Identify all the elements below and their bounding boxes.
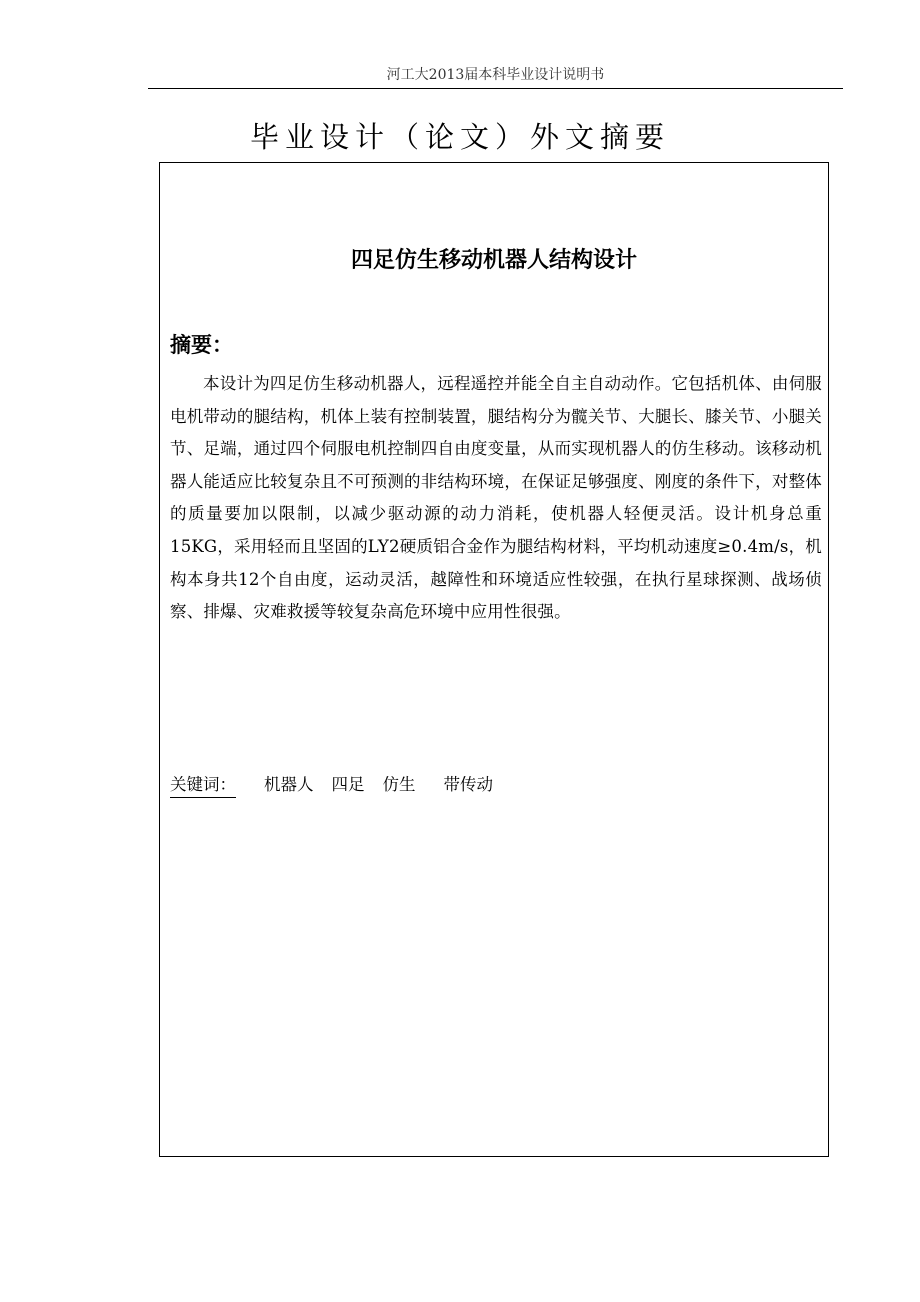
keyword-item: 四足 <box>331 775 365 794</box>
abstract-heading: 摘要： <box>170 333 233 357</box>
paper-title: 四足仿生移动机器人结构设计 <box>350 248 637 273</box>
keyword-item: 带传动 <box>443 775 493 794</box>
keywords-label: 关键词： <box>170 773 236 798</box>
keyword-item: 机器人 <box>264 775 314 794</box>
document-title: 毕业设计（论文）外文摘要 <box>249 120 670 154</box>
keyword-item: 仿生 <box>382 775 416 794</box>
running-header: 河工大2013届本科毕业设计说明书 <box>386 67 605 83</box>
header-rule <box>148 88 843 89</box>
keywords-row <box>170 771 511 799</box>
abstract-body: 本设计为四足仿生移动机器人，远程遥控并能全自主自动动作。它包括机体、由伺服电机带动的腿结构，机体上装有控制装置，腿结构分为髋关节、大腿长、膝关节、小腿关节、足端，通过四个伺服电机控制四自由度变量，从而实现机器人的仿生移动。该移动机器人能适应比较复杂且不可预测的非结构环境，在保证足够强度、刚度的条件下，对整体的质量要加以限制，以减少驱动源的动力消耗，使机器人轻便灵活。设计机身总重15KG，采用轻而且坚固的LY2硬质铝合金作为腿结构材料，平均机动速度≥0.4m/s，机构本身共12个自由度，运动灵活，越障性和环境适应性较强，在执行星球探测、战场侦察、排爆、灾难救援等较复杂高危环境中应用性很强。 <box>170 374 822 622</box>
abstract-box <box>159 162 829 1157</box>
